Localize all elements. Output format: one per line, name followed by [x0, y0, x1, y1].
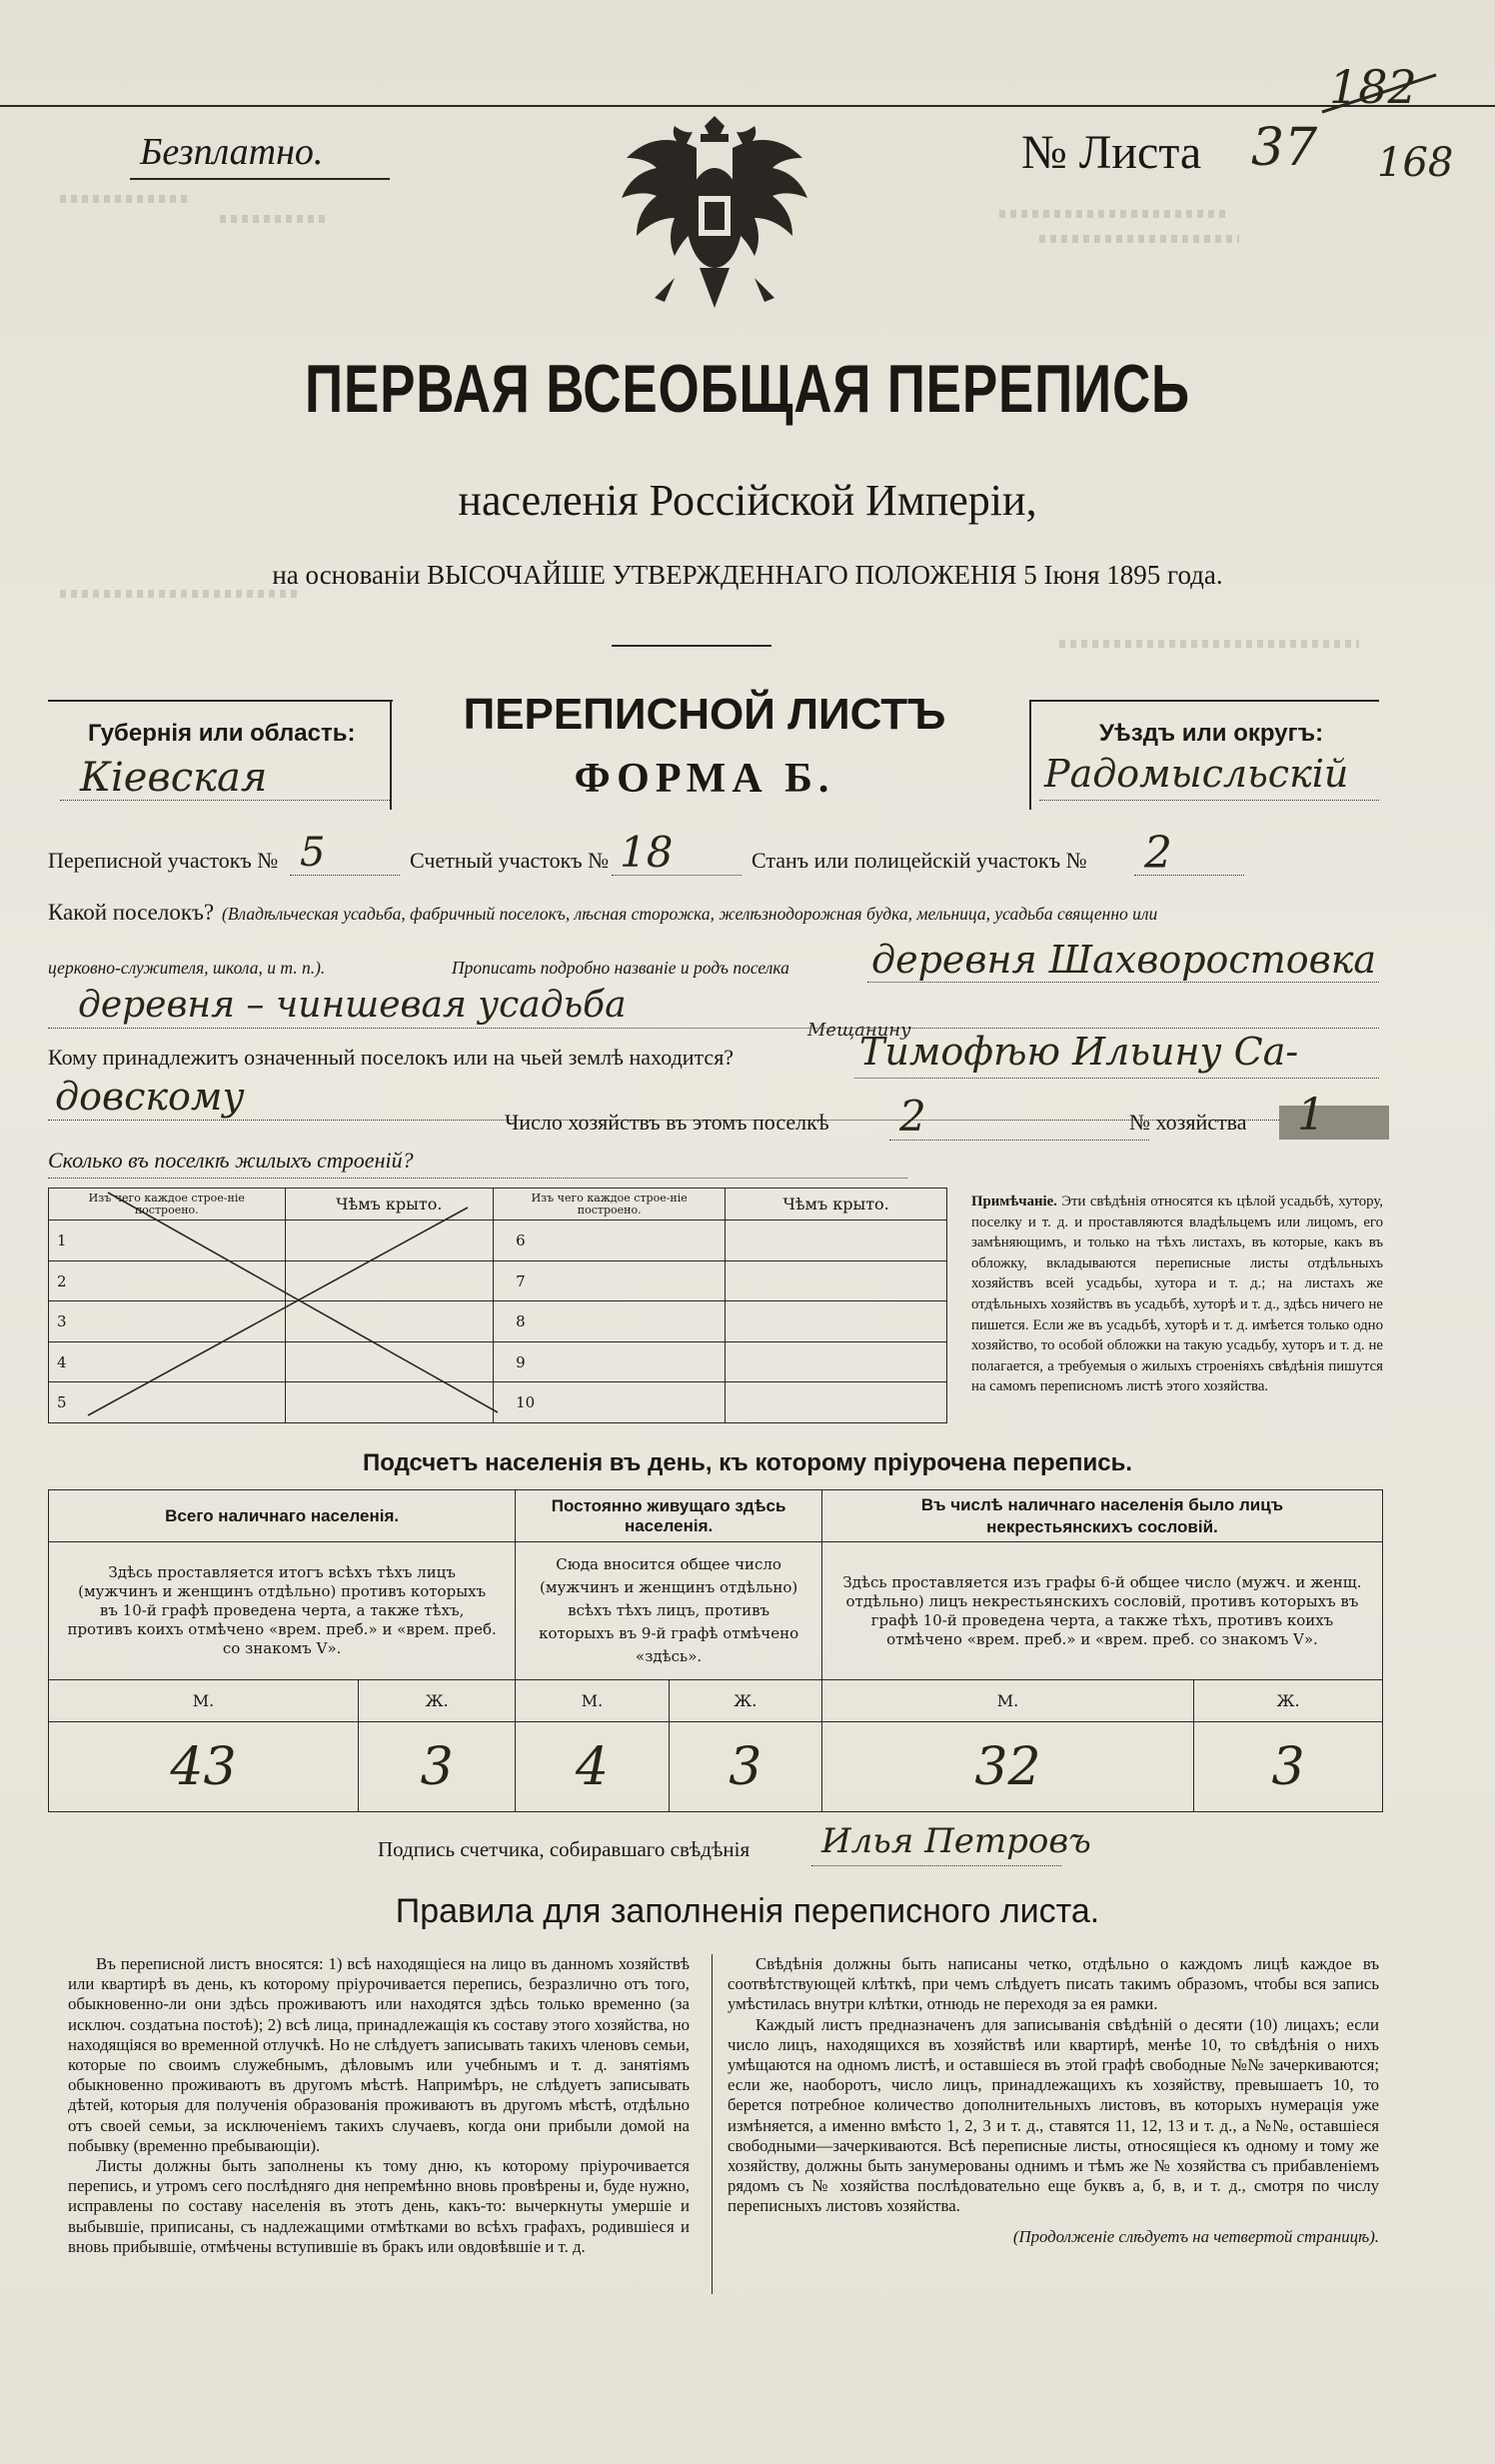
table-row: 8 — [494, 1301, 726, 1342]
archive-number: 168 — [1377, 140, 1454, 186]
left-box-top — [48, 700, 393, 702]
settlement-hint-1: (Владѣльческая усадьба, фабричный поселокъ, лѣсная сторожка, желѣзнодорожная будка, мельница, усадьба священно или — [222, 904, 1158, 924]
table-row: 1 — [49, 1221, 286, 1261]
stan-line — [1134, 875, 1244, 876]
resident-male-count: 4 — [516, 1722, 669, 1812]
households-label: Число хозяйствъ въ этомъ поселкѣ — [505, 1110, 829, 1135]
rules-left-paragraph-2: Листы должны быть заполнены къ тому дню, къ которому пріурочивается перепись, и утромъ сего послѣдняго дня непремѣнно вновь провѣрены и, буде нужно, исправлены по составу населенія въ этотъ день, какъ-то: вычеркнуты умершіе и выбывшіе, приписаны, съ надлежащими отмѣтками во всѣхъ графахъ, родившіеся и вновь прибывшіе, отмѣчены вступившіе въ бракъ или овдовѣвшіе и т. д. — [68, 2156, 690, 2256]
rules-left-paragraph-1: Въ переписной листъ вносятся: 1) всѣ находящіеся на лицо въ данномъ хозяйствѣ или квартирѣ въ день, къ которому пріурочивается перепись, безразлично отъ того, обыкновенно-ли они здѣсь проживаютъ или находятся здѣсь только временно (за исключ. создатьна постоѣ); 2) всѣ лица, принадлежащія къ составу этого хозяйства, но находящіяся во временной отлучкѣ. Но не слѣдуетъ записывать такихъ членовъ семьи, которые по своимъ служебнымъ, дѣловымъ или учебнымъ и т. д. занятіямъ обыкновенно проживаютъ въ другомъ мѣстѣ. Напримѣръ, не слѣдуетъ записывать дѣтей, которыя для полученія образованія проживаютъ въ другомъ мѣстѣ, отдѣльно отъ своей семьи, за исключеніемъ такихъ случаевъ, когда они прибыли домой на побывку (временно пребывающіи). — [68, 1954, 690, 2155]
settlement-hint-2-italic: Прописать подробно названіе и родъ поселка — [452, 958, 789, 978]
uezd-value: Радомысльскій — [1044, 752, 1349, 796]
households-value: 2 — [899, 1092, 926, 1141]
col-total-header: Всего наличнаго населенія. — [49, 1490, 516, 1542]
table-row: 10 — [494, 1382, 726, 1423]
counting-section-value: 18 — [620, 828, 674, 877]
note-block — [971, 1192, 1383, 1397]
owner-estate-note: Мещанину — [807, 1020, 911, 1041]
owner-question: Кому принадлежитъ означенный поселокъ или на чьей землѣ находится? — [48, 1045, 735, 1070]
settlement-line-2 — [48, 1028, 1379, 1029]
sheet-number-value: 37 — [1251, 118, 1318, 178]
col-total-text: Здѣсь проставляется итогъ всѣхъ тѣхъ лицъ (мужчинъ и женщинъ отдѣльно) противъ которыхъ въ 10-й графѣ проведена черта, а также тѣхъ, противъ коихъ отмѣчено «врем. преб.» и «врем. преб. со знакомъ V». — [49, 1542, 516, 1680]
counting-section-line — [612, 875, 742, 876]
table-row: 7 — [494, 1260, 726, 1301]
col-nonpeasant-header: Въ числѣ наличнаго населенія было лицъ некрестьянскихъ сословій. — [821, 1490, 1382, 1542]
right-box-top — [1029, 700, 1379, 702]
buildings-line — [48, 1178, 907, 1179]
bleed-through-mark — [60, 590, 300, 598]
double-headed-eagle-emblem — [615, 108, 814, 338]
households-line — [889, 1140, 1149, 1141]
table-row: 5 — [49, 1382, 286, 1423]
female-header: Ж. — [669, 1680, 821, 1722]
enumerator-signature: Илья Петровъ — [821, 1821, 1091, 1861]
uezd-line — [1039, 800, 1379, 801]
stamp-mark — [1279, 1106, 1389, 1140]
free-underline — [130, 178, 390, 180]
household-number-label: № хозяйства — [1129, 1110, 1247, 1135]
note-text: Эти свѣдѣнія относятся къ цѣлой усадьбѣ, хутору, поселку и т. д. и проставляются владѣльцемъ или лицомъ, его замѣняющимъ, и только на тѣхъ листахъ, въ которые, какъ въ обложку, вкладываются переписные листы отдѣльныхъ хозяйствъ всей усадьбы, хутора и т. д.; на листахъ же отдѣльныхъ хозяйствъ въ усадьбѣ, хуторѣ и т. д., здѣсь ничего не пишется. Если же въ усадьбѣ, хуторѣ и т. д. имѣется только одно хозяйство, то особой обложки на такую усадьбу, хуторъ и т. д. не полагается, а требуемыя о жилыхъ строеніяхъ свѣдѣнія пишутся на самомъ переписномъ листѣ этого хозяйства. — [971, 1194, 1384, 1395]
settlement-answer-2: деревня – чиншевая усадьба — [78, 985, 627, 1026]
settlement-hint-2: церковно-служителя, школа, и т. п.). — [48, 958, 326, 978]
resident-female-count: 3 — [669, 1722, 821, 1812]
table-row: 3 — [49, 1301, 286, 1342]
archive-number-struck: 182 — [1329, 60, 1417, 114]
col-material-header: Изъ чего каждое строе-ніе построено. — [494, 1189, 726, 1221]
bleed-through-mark — [1059, 640, 1359, 648]
counting-section-label: Счетный участокъ № — [410, 848, 610, 873]
female-header: Ж. — [1194, 1680, 1383, 1722]
census-section-line — [290, 875, 400, 876]
rules-right-column — [728, 1954, 1379, 2247]
col-material-header: Изъ чего каждое строе-ніе построено. — [49, 1189, 286, 1221]
nonpeasant-female-count: 3 — [1194, 1722, 1383, 1812]
census-section-label: Переписной участокъ № — [48, 848, 279, 873]
bleed-through-mark — [60, 195, 190, 203]
total-female-count: 3 — [358, 1722, 515, 1812]
left-box-side — [390, 700, 392, 810]
population-title: Подсчетъ населенія въ день, къ которому пріурочена перепись. — [363, 1449, 1132, 1476]
stan-value: 2 — [1144, 828, 1172, 879]
settlement-line-1 — [867, 982, 1379, 983]
crossed-out-mark — [48, 1188, 508, 1423]
guberniya-label: Губернія или область: — [88, 720, 356, 747]
col-resident-header: Постоянно живущаго здѣсь населенія. — [516, 1490, 822, 1542]
male-header: М. — [821, 1680, 1193, 1722]
uezd-label: Уѣздъ или округъ: — [1099, 720, 1324, 747]
bleed-through-mark — [999, 210, 1229, 218]
total-male-count: 43 — [49, 1722, 359, 1812]
signature-label: Подпись счетчика, собиравшаго свѣдѣнія — [378, 1837, 750, 1861]
male-header: М. — [49, 1680, 359, 1722]
male-header: М. — [516, 1680, 669, 1722]
guberniya-value: Кіевская — [80, 755, 268, 801]
col-nonpeasant-text: Здѣсь проставляется изъ графы 6-й общее число (мужч. и женщ. отдѣльно) лицъ некрестьянскихъ сословій, противъ которыхъ въ графѣ 10-й проведена черта, а также тѣхъ, противъ коихъ отмѣчено «врем. преб.» и «врем. преб. со знакомъ V». — [821, 1542, 1382, 1680]
free-label: Безплатно. — [140, 131, 324, 173]
owner-line-1 — [854, 1078, 1379, 1079]
bleed-through-mark — [220, 215, 330, 223]
settlement-answer-1: деревня Шахворостовка — [871, 938, 1377, 982]
population-table — [48, 1489, 1383, 1812]
signature-line — [811, 1865, 1061, 1866]
rules-continuation: (Продолженіе слѣдуетъ на четвертой страницѣ). — [1012, 2226, 1379, 2246]
owner-answer-2: довскому — [55, 1075, 245, 1119]
owner-answer-1: Тимофѣю Ильину Са- — [859, 1030, 1299, 1074]
stan-label: Станъ или полицейскій участокъ № — [751, 848, 1087, 873]
table-row: 6 — [494, 1221, 726, 1261]
title-rule — [612, 645, 771, 647]
table-row: 2 — [49, 1260, 286, 1301]
right-box-side — [1029, 700, 1031, 810]
sheet-number-label: № Листа — [1021, 126, 1202, 179]
col-roof-header: Чѣмъ крыто. — [285, 1189, 494, 1221]
note-lead: Примѣчаніе. — [971, 1194, 1057, 1210]
guberniya-line — [60, 800, 390, 801]
census-section-value: 5 — [300, 830, 326, 876]
form-title: ПЕРЕПИСНОЙ ЛИСТЪ — [463, 690, 946, 739]
household-number-value: 1 — [1297, 1090, 1325, 1141]
legal-basis: на основаніи ВЫСОЧАЙШЕ УТВЕРЖДЕННАГО ПОЛОЖЕНІЯ 5 Іюня 1895 года. — [272, 560, 1223, 590]
rules-right-paragraph-2: Каждый листъ предназначенъ для записыванія свѣдѣній о десяти (10) лицахъ; если число лицъ, находящихся въ хозяйствѣ или квартирѣ, менѣе 10, то свѣдѣнія о нихъ умѣщаются на одномъ листѣ, и оставшіеся въ этой графѣ свободные №№ зачеркиваются; если же, наоборотъ, число лицъ, принадлежащихъ къ хозяйству, превышаетъ 10, то берется потребное количество дополнительныхъ листовъ, въ которыхъ нумерація уже измѣняется, а именно вмѣсто 1, 2, 3 и т. д., ставятся 11, 12, 13 и т. д., а №№, оставшіеся свободными—зачеркиваются. Всѣ переписные листы, относящіеся къ одному и тому же хозяйству, должны быть занумерованы однимъ и тѣмъ же № хозяйства съ прибавленіемъ рядомъ съ № хозяйства послѣдовательно еще буквъ а, б, в, и т. д., смотря по числу переписныхъ листовъ хозяйства. — [728, 2014, 1379, 2216]
bleed-through-mark — [1039, 235, 1239, 243]
page-subtitle: населенія Россійской Имперіи, — [458, 476, 1037, 525]
form-name: ФОРМА Б. — [574, 756, 835, 802]
rules-divider — [712, 1954, 713, 2294]
col-resident-text: Сюда вносится общее число (мужчинъ и женщинъ отдѣльно) всѣхъ тѣхъ лицъ, противъ которыхъ въ 9-й графѣ отмѣчено «здѣсь». — [516, 1542, 822, 1680]
female-header: Ж. — [358, 1680, 515, 1722]
sheet-top-edge — [0, 105, 1495, 107]
rules-title: Правила для заполненія переписного листа. — [395, 1892, 1100, 1930]
rules-right-paragraph-1: Свѣдѣнія должны быть написаны четко, отдѣльно о каждомъ лицѣ каждое въ соотвѣтствующей клѣткѣ, при чемъ слѣдуетъ писать такимъ образомъ, чтобы вся запись умѣстилась внутри клѣтки, отнюдь не переходя за ея рамки. — [728, 1954, 1379, 2014]
col-roof-header: Чѣмъ крыто. — [726, 1189, 947, 1221]
table-row: 4 — [49, 1341, 286, 1382]
rules-left-column — [68, 1954, 690, 2257]
nonpeasant-male-count: 32 — [821, 1722, 1193, 1812]
buildings-label: Сколько въ поселкѣ жилыхъ строеній? — [48, 1148, 414, 1173]
settlement-question: Какой поселокъ? — [48, 900, 215, 925]
table-row: 9 — [494, 1341, 726, 1382]
page-title: ПЕРВАЯ ВСЕОБЩАЯ ПЕРЕПИСЬ — [305, 351, 1190, 427]
